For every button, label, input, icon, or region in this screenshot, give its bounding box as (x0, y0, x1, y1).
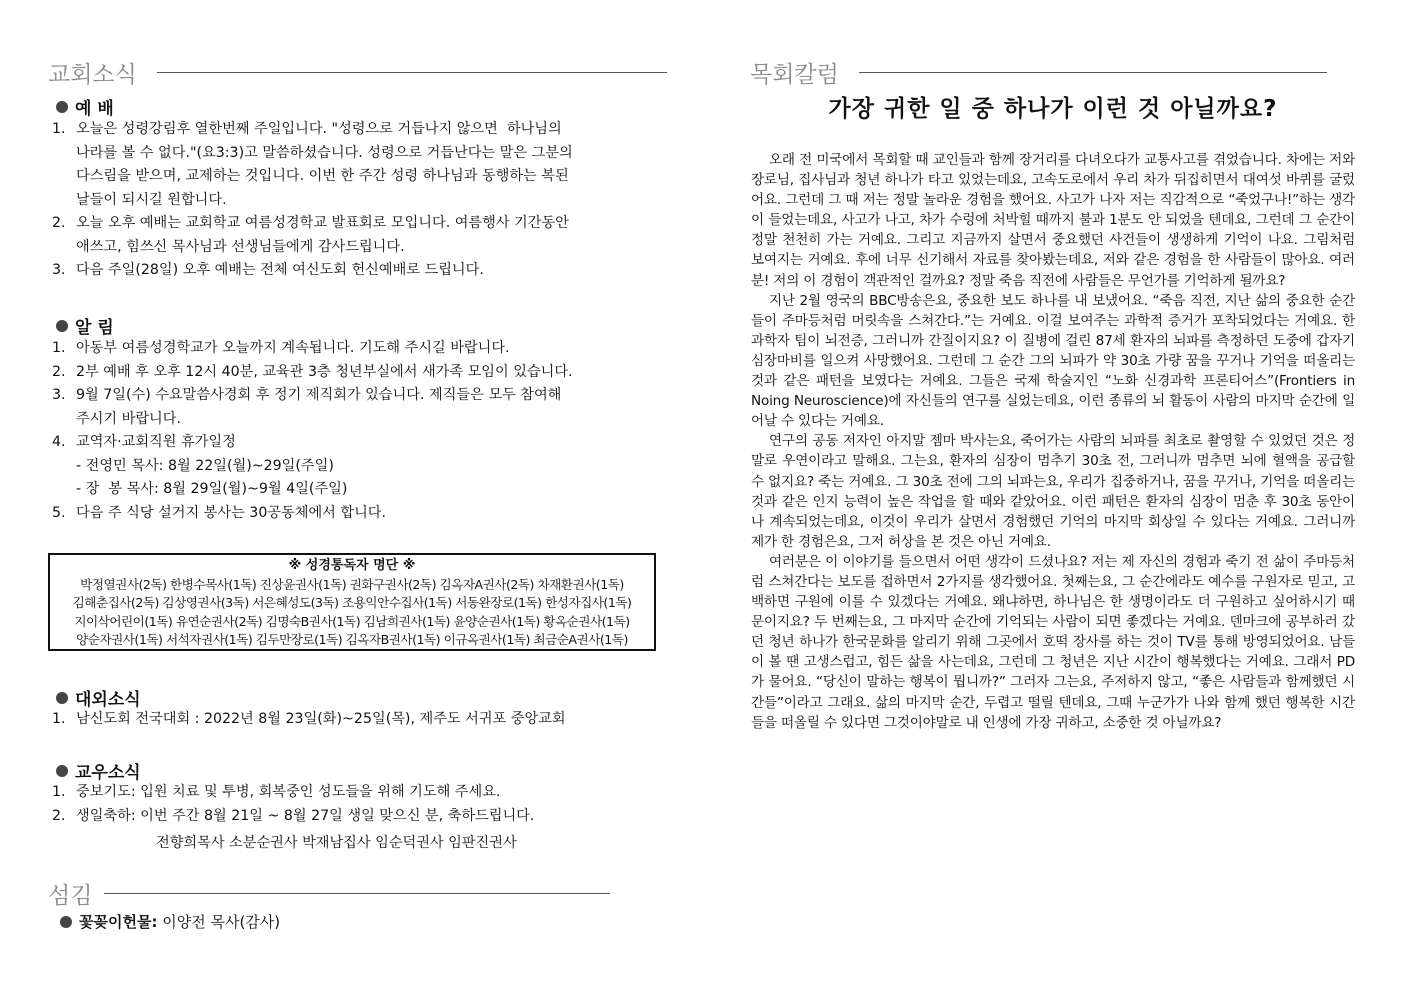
article-paragraph: 오래 전 미국에서 목회할 때 교인들과 함께 장거리를 다녀오다가 교통사고를 겪었습니다. 차에는 저와 장로님, 집사님과 청년 하나가 타고 있었는데요, 고속도로에서 우리 차가 뒤집히면서 대여섯 바퀴를 굴렀어요. 그런데 그 때 저는 정말 놀라운 경험을 했어요. 사고가 나자 저는 직감적으로 “죽었구나!”하는 생각이 들었는데요, 사고가 나고, 차가 수렁에 처박힐 때까지 불과 1분도 안 되었을 텐데요, 그런데 그 순간이 정말 천천히 가는 거예요. 그리고 지금까지 살면서 중요했던 사건들이 생생하게 기억이 나요. 그림처럼 보여지는 거예요. 후에 너무 신기해서 자료를 찾아봤는데요, 저와 같은 경험을 한 사람들이 많아요. 여러분! 저의 이 경험이 객관적인 걸까요? 정말 죽음 직전에 사람들은 무언가를 기억하게 될까요? (751, 152, 1355, 289)
list-item (52, 502, 386, 526)
list-item-text: 주시기 바랍니다. (76, 410, 181, 427)
serving-header (48, 877, 610, 910)
member-news-heading (56, 758, 141, 783)
pastor-column-title: 목회칼럼 (750, 62, 839, 88)
list-item-number: 4. (52, 434, 66, 450)
flower-offering-value: 이양전 목사(감사) (157, 913, 281, 931)
church-news-title: 교회소식 (48, 62, 137, 88)
external-news-heading (56, 685, 141, 710)
list-item-text: 중보기도: 입원 치료 및 투병, 회복중인 성도들을 위해 기도해 주세요. (76, 784, 501, 800)
list-item-text: 9월 7일(수) 수요말씀사경회 후 정기 제직회가 있습니다. 제직들은 모두 참여해 (76, 387, 562, 403)
list-item-text: 생일축하: 이번 주간 8월 21일 ~ 8월 27일 생일 맞으신 분, 축하드립니다. (76, 807, 535, 824)
list-item (52, 708, 566, 732)
serving-divider (104, 893, 610, 894)
notice-heading-label: 알 림 (75, 318, 114, 338)
bullet-icon (56, 101, 68, 113)
list-item-text: 남신도회 전국대회 : 2022년 8월 23일(화)~25일(목), 제주도 서귀포 중앙교회 (76, 711, 566, 727)
list-item-number: 2. (52, 215, 66, 231)
worship-heading (56, 94, 114, 119)
list-item (52, 384, 561, 431)
list-item-text: 오늘은 성령강림후 열한번째 주일입니다. "성령으로 거듭나지 않으면 하나님의 (76, 121, 562, 137)
external-news-heading-label: 대외소식 (75, 690, 141, 710)
list-item-text: 다음 주일(28일) 오후 예배는 전체 여신도회 헌신예배로 드립니다. (76, 262, 484, 278)
pastor-column-header (750, 56, 1327, 89)
list-item (52, 455, 334, 479)
list-item-text: 애쓰고, 힘쓰신 목사님과 선생님들에게 감사드립니다. (76, 238, 405, 255)
list-item-number: 1. (52, 121, 66, 137)
article-paragraph: 지난 2월 영국의 BBC방송은요, 중요한 보도 하나를 내 보냈어요. “죽음 직전, 지난 삶의 중요한 순간들이 주마등처럼 머릿속을 스쳐간다.”는 거예요. 이걸 보여주는 과학적 증거가 포착되었다는 거예요. 한 과학자 팀이 뇌전증, 그러니까 간질이지요? 이 질병에 걸린 87세 환자의 뇌파를 측정하던 도중에 갑자기 심장마비를 일으켜 사망했어요. 그런데 그 순간 그의 뇌파가 약 30초 가량 꿈을 꾸거나 기억을 떠올리는 것과 같은 패턴을 보였다는 거예요. 그들은 국제 학술지인 “노화 신경과학 프론티어스”(Frontiers in Noing Neuroscience)에 자신들의 연구를 실었는데요, 이런 종류의 뇌 활동이 사람의 마지막 순간에 일어날 수 있다는 거예요. (751, 292, 1355, 430)
article-paragraph: 여러분은 이 이야기를 들으면서 어떤 생각이 드셨나요? 저는 제 자신의 경험과 죽기 전 삶이 주마등처럼 스쳐간다는 보도를 접하면서 2가지를 생각했어요. 첫째는요, 그 순간에라도 예수를 구원자로 믿고, 고백하면 구원에 이를 수 있겠다는 거예요. 왜냐하면, 하나님은 한 생명이라도 더 구원하고 싶어하시기 때문이지요? 두 번째는요, 그 마지막 순간에 기억되는 사람이 되면 좋겠다는 거예요. 덴마크에 공부하러 갔던 청년 하나가 한국문화를 알리기 위해 그곳에서 호떡 장사를 하는 것이 TV를 통해 방영되었어요. 남들이 볼 땐 고생스럽고, 힘든 삶을 사는데요, 그런데 그 청년은 지난 시간이 행복했다는 거예요. 그래서 PD가 물어요. “당신이 말하는 행복이 뭡니까?” 그러자 그는요, 주저하지 않고, “좋은 사람들과 함께했던 시간들”이라고 그래요. 삶의 마지막 순간, 두렵고 떨릴 텐데요, 그때 누군가가 나와 함께 했던 행복한 시간들을 떠올릴 수 있다면 그것이야말로 내 인생에 가장 귀하고, 소중한 것 아닐까요? (751, 553, 1355, 731)
list-item-number: 3. (52, 262, 66, 278)
list-item (52, 337, 510, 361)
bible-readers-box (48, 553, 656, 651)
list-item-number: 2. (52, 363, 66, 380)
pastor-column-divider (859, 72, 1327, 73)
article-body (751, 150, 1355, 733)
bullet-icon (56, 320, 68, 332)
list-item-number: 1. (52, 784, 66, 800)
list-item-text: 2부 예배 후 오후 12시 40분, 교육관 3층 청년부실에서 새가족 모임이 있습니다. (76, 363, 573, 380)
bullet-icon (60, 916, 72, 928)
list-item-number: 1. (52, 711, 66, 727)
bible-readers-title: ※ 성경통독자 명단 ※ (288, 558, 416, 573)
bullet-icon (56, 692, 68, 704)
list-item-number: 5. (52, 504, 66, 521)
bullet-icon (56, 765, 68, 777)
list-item (52, 781, 500, 805)
list-item (52, 431, 236, 455)
list-item (52, 259, 484, 283)
church-news-divider (157, 72, 667, 73)
list-item (52, 118, 573, 212)
flower-offering-label: 꽃꽂이헌물: (79, 913, 158, 931)
list-item-text: 날들이 되시길 원합니다. (76, 191, 227, 208)
worship-heading-label: 예 배 (75, 99, 114, 119)
list-item-text: 오늘 오후 예배는 교회학교 여름성경학교 발표회로 모입니다. 여름행사 기간동안 (76, 215, 569, 231)
list-item (52, 361, 573, 385)
list-item-text: 다스림을 받으며, 교제하는 것입니다. 이번 한 주간 성령 하나님과 동행하는 복된 (76, 168, 569, 184)
list-item (52, 212, 569, 259)
list-item-number: 3. (52, 387, 66, 403)
list-item-text: 아동부 여름성경학교가 오늘까지 계속됩니다. 기도해 주시길 바랍니다. (76, 340, 510, 356)
bible-readers-row: 지이삭어린이(1독) 유연순권사(2독) 김명숙B권사(1독) 김남희권사(1독) 윤양순권사(1독) 황옥순권사(1독) (74, 613, 630, 629)
church-news-header (48, 56, 667, 89)
bible-readers-row: 박정열권사(2독) 한병수목사(1독) 진상윤권사(1독) 권화구권사(2독) 김옥자A권사(2독) 차재환권사(1독) (80, 576, 624, 592)
list-item-number: 1. (52, 340, 66, 356)
bible-readers-row: 양순자권사(1독) 서석자권사(1독) 김두만장로(1독) 김옥자B권사(1독) 이규옥권사(1독) 최금순A권사(1독) (76, 632, 628, 647)
notice-heading (56, 313, 114, 338)
article-title: 가장 귀한 일 중 하나가 이런 것 아닐까요? (828, 96, 1278, 122)
bible-readers-row: 김해춘집사(2독) 김상영권사(3독) 서은혜성도(3독) 조용익안수집사(1독) 서동완장로(1독) 한성자집사(1독) (72, 595, 632, 610)
list-item-text: 나라를 볼 수 없다."(요3:3)고 말씀하셨습니다. 성령으로 거듭난다는 말은 그분의 (76, 144, 573, 161)
list-item-number: 2. (52, 807, 66, 824)
list-item-text: 교역자·교회직원 휴가일정 (76, 434, 236, 450)
list-item (52, 478, 347, 502)
list-item-text: - 전영민 목사: 8월 22일(월)~29일(주일) (76, 457, 334, 474)
member-news-heading-label: 교우소식 (75, 763, 141, 783)
serving-title: 섬김 (48, 883, 93, 909)
birthday-names: 전향희목사 소분순권사 박재남집사 임순덕권사 임판진권사 (156, 835, 517, 851)
list-item-text: - 장 봉 목사: 8월 29일(월)~9월 4일(주일) (76, 481, 348, 497)
flower-offering (60, 911, 280, 932)
list-item (52, 805, 534, 829)
article-paragraph: 연구의 공동 저자인 아지말 젬마 박사는요, 죽어가는 사람의 뇌파를 최초로 촬영할 수 있었던 것은 정말로 우연이라고 말해요. 그는요, 환자의 심장이 멈추기 30초 전, 그러니까 멈추면 뇌에 혈액을 공급할 수 없지요? 죽는 거예요. 그 30초 전에 그의 뇌파는요, 우리가 집중하거나, 꿈을 꾸거나, 기억을 떠올리는 것과 같은 인지 능력이 높은 작업을 할 때와 같았어요. 이런 패턴은 환자의 심장이 멈춘 후 30초 동안이나 계속되었는데요, 이것이 우리가 살면서 경험했던 기억의 마지막 회상일 수 있다는 거예요. 그러니까 제가 한 경험은요, 그저 허상을 본 것은 아닌 거예요. (751, 433, 1355, 550)
list-item-text: 다음 주 식당 설거지 봉사는 30공동체에서 합니다. (76, 504, 387, 521)
